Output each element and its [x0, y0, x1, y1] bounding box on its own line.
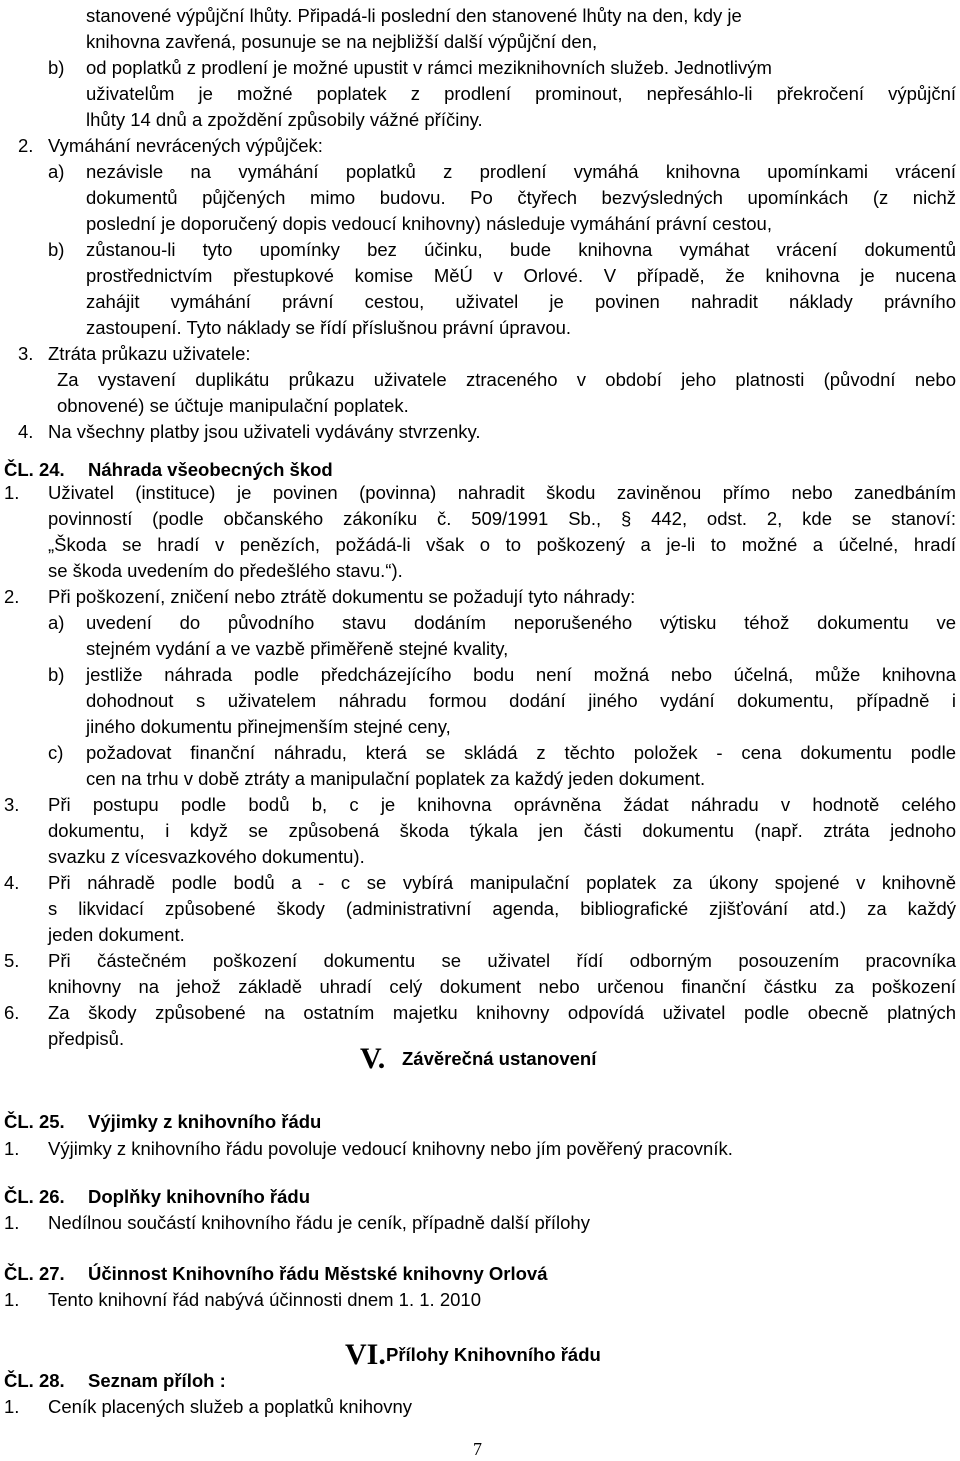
text-line: 1.	[4, 1212, 20, 1233]
text-line: Nedílnou součástí knihovního řádu je ceník, případně další přílohy	[48, 1212, 590, 1233]
text-line: dohodnout s uživatelem náhradu formou dodání jiného vydání dokumentu, případně i	[86, 690, 956, 711]
text-line: Při částečném poškození dokumentu se uživatel řídí odborným posouzením pracovníka	[48, 950, 956, 971]
text-line: obnovené) se účtuje manipulační poplatek.	[57, 395, 409, 416]
article-heading: Výjimky z knihovního řádu	[88, 1111, 322, 1132]
article-heading: Účinnost Knihovního řádu Městské knihovny Orlová	[88, 1263, 548, 1284]
text-line: stanovené výpůjční lhůty. Připadá-li poslední den stanovené lhůty na den, kdy je	[86, 5, 742, 26]
text-line: svazku z vícesvazkového dokumentu).	[48, 846, 365, 867]
part-title: Závěrečná ustanovení	[402, 1048, 597, 1069]
text-line: a)	[48, 612, 65, 633]
text-line: jiného dokumentu přinejmenším stejné ceny,	[86, 716, 451, 737]
text-line: Tento knihovní řád nabývá účinnosti dnem 1. 1. 2010	[48, 1289, 481, 1310]
text-line: Na všechny platby jsou uživateli vydávány stvrzenky.	[48, 421, 481, 442]
text-line: b)	[48, 664, 65, 685]
text-line: s likvidací způsobené škody (administrativní agenda, bibliografické zjišťování atd.) za každý	[48, 898, 956, 919]
text-line: Vymáhání nevrácených výpůjček:	[48, 135, 323, 156]
text-line: 3.	[18, 343, 34, 364]
text-line: 1.	[4, 1138, 20, 1159]
text-line: Za vystavení duplikátu průkazu uživatele ztraceného v období jeho platnosti (původní nebo	[57, 369, 956, 390]
text-line: knihovny na jehož základě uhradí celý dokument nebo určenou finanční částku za poškození	[48, 976, 956, 997]
text-line: lhůty 14 dnů a zpoždění způsobily vážné příčiny.	[86, 109, 483, 130]
text-line: c)	[48, 742, 64, 763]
text-line: zůstanou-li tyto upomínky bez účinku, bude knihovna vymáhat vrácení dokumentů	[86, 239, 956, 260]
article-heading: Doplňky knihovního řádu	[88, 1186, 311, 1207]
text-line: dokumentu, i když se způsobená škoda týkala jen části dokumentu (např. ztráta jednoho	[48, 820, 956, 841]
text-line: Výjimky z knihovního řádu povoluje vedoucí knihovny nebo jím pověřený pracovník.	[48, 1138, 733, 1159]
text-line: Při náhradě podle bodů a - c se vybírá manipulační poplatek za úkony spojené v knihovně	[48, 872, 956, 893]
text-line: požadovat finanční náhradu, která se skládá z těchto položek - cena dokumentu podle	[86, 742, 956, 763]
text-line: cen na trhu v době ztráty a manipulační poplatek za každý jeden dokument.	[86, 768, 706, 789]
text-line: b)	[48, 57, 65, 78]
text-line: 4.	[4, 872, 20, 893]
page-number: 7	[473, 1439, 482, 1459]
text-line: 2.	[4, 586, 20, 607]
text-line: 3.	[4, 794, 20, 815]
text-line: nezávisle na vymáhání poplatků z prodlení vymáhá knihovna upomínkami vrácení	[86, 161, 956, 182]
text-line: Při postupu podle bodů b, c je knihovna oprávněna žádat náhradu v hodnotě celého	[48, 794, 956, 815]
text-line: Za škody způsobené na ostatním majetku knihovny odpovídá uživatel podle obecně platných	[48, 1002, 956, 1023]
text-line: prostřednictvím přestupkové komise MěÚ v Orlové. V případě, že knihovna je nucena	[86, 265, 956, 286]
text-line: b)	[48, 239, 65, 260]
article-heading: ČL. 25.	[4, 1111, 65, 1132]
part-numeral: V.	[360, 1042, 386, 1075]
article-heading: ČL. 24.	[4, 459, 65, 480]
text-line: 1.	[4, 1396, 20, 1417]
text-line: 4.	[18, 421, 34, 442]
text-line: 6.	[4, 1002, 20, 1023]
text-line: 2.	[18, 135, 34, 156]
text-line: jeden dokument.	[48, 924, 185, 945]
text-line: a)	[48, 161, 65, 182]
text-line: 1.	[4, 482, 20, 503]
article-heading: ČL. 26.	[4, 1186, 65, 1207]
article-heading: ČL. 28.	[4, 1370, 65, 1391]
text-line: zastoupení. Tyto náklady se řídí příslušnou právní úpravou.	[86, 317, 572, 338]
text-line: „Škoda se hradí v penězích, požádá-li však o to poškozený a je-li to možné a účelné, hradí	[48, 534, 956, 555]
text-line: poslední je doporučený dopis vedoucí knihovny) následuje vymáhání právní cestou,	[86, 213, 772, 234]
text-line: knihovna zavřená, posunuje se na nejbližší další výpůjční den,	[86, 31, 598, 52]
part-numeral: VI.	[345, 1338, 386, 1371]
article-heading: ČL. 27.	[4, 1263, 65, 1284]
text-line: Při poškození, zničení nebo ztrátě dokumentu se požadují tyto náhrady:	[48, 586, 636, 607]
text-line: jestliže náhrada podle předcházejícího bodu není možná nebo účelná, může knihovna	[86, 664, 956, 685]
text-line: povinností (podle občanského zákoníku č. 509/1991 Sb., § 442, odst. 2, kde se stanoví:	[48, 508, 956, 529]
text-line: 1.	[4, 1289, 20, 1310]
text-line: od poplatků z prodlení je možné upustit v rámci meziknihovních služeb. Jednotlivým	[86, 57, 772, 78]
text-line: zahájit vymáhání právní cestou, uživatel je povinen nahradit náklady právního	[86, 291, 956, 312]
text-line: uvedení do původního stavu dodáním neporušeného výtisku téhož dokumentu ve	[86, 612, 956, 633]
article-heading: Seznam příloh :	[88, 1370, 226, 1391]
article-heading: Náhrada všeobecných škod	[88, 459, 333, 480]
text-line: Uživatel (instituce) je povinen (povinna) nahradit škodu zaviněnou přímo nebo zanedbáním	[48, 482, 956, 503]
text-line: dokumentů půjčených mimo budovu. Po čtyřech bezvýsledných upomínkách (z nichž	[86, 187, 956, 208]
text-line: Ceník placených služeb a poplatků knihovny	[48, 1396, 413, 1417]
part-title: Přílohy Knihovního řádu	[386, 1344, 601, 1365]
text-line: se škoda uvedením do předešlého stavu.“).	[48, 560, 403, 581]
text-line: uživatelům je možné poplatek z prodlení prominout, nepřesáhlo-li překročení výpůjční	[86, 83, 956, 104]
text-line: Ztráta průkazu uživatele:	[48, 343, 251, 364]
text-line: stejném vydání a ve vazbě přiměřeně stejné kvality,	[86, 638, 509, 659]
text-line: 5.	[4, 950, 20, 971]
text-line: předpisů.	[48, 1028, 125, 1049]
